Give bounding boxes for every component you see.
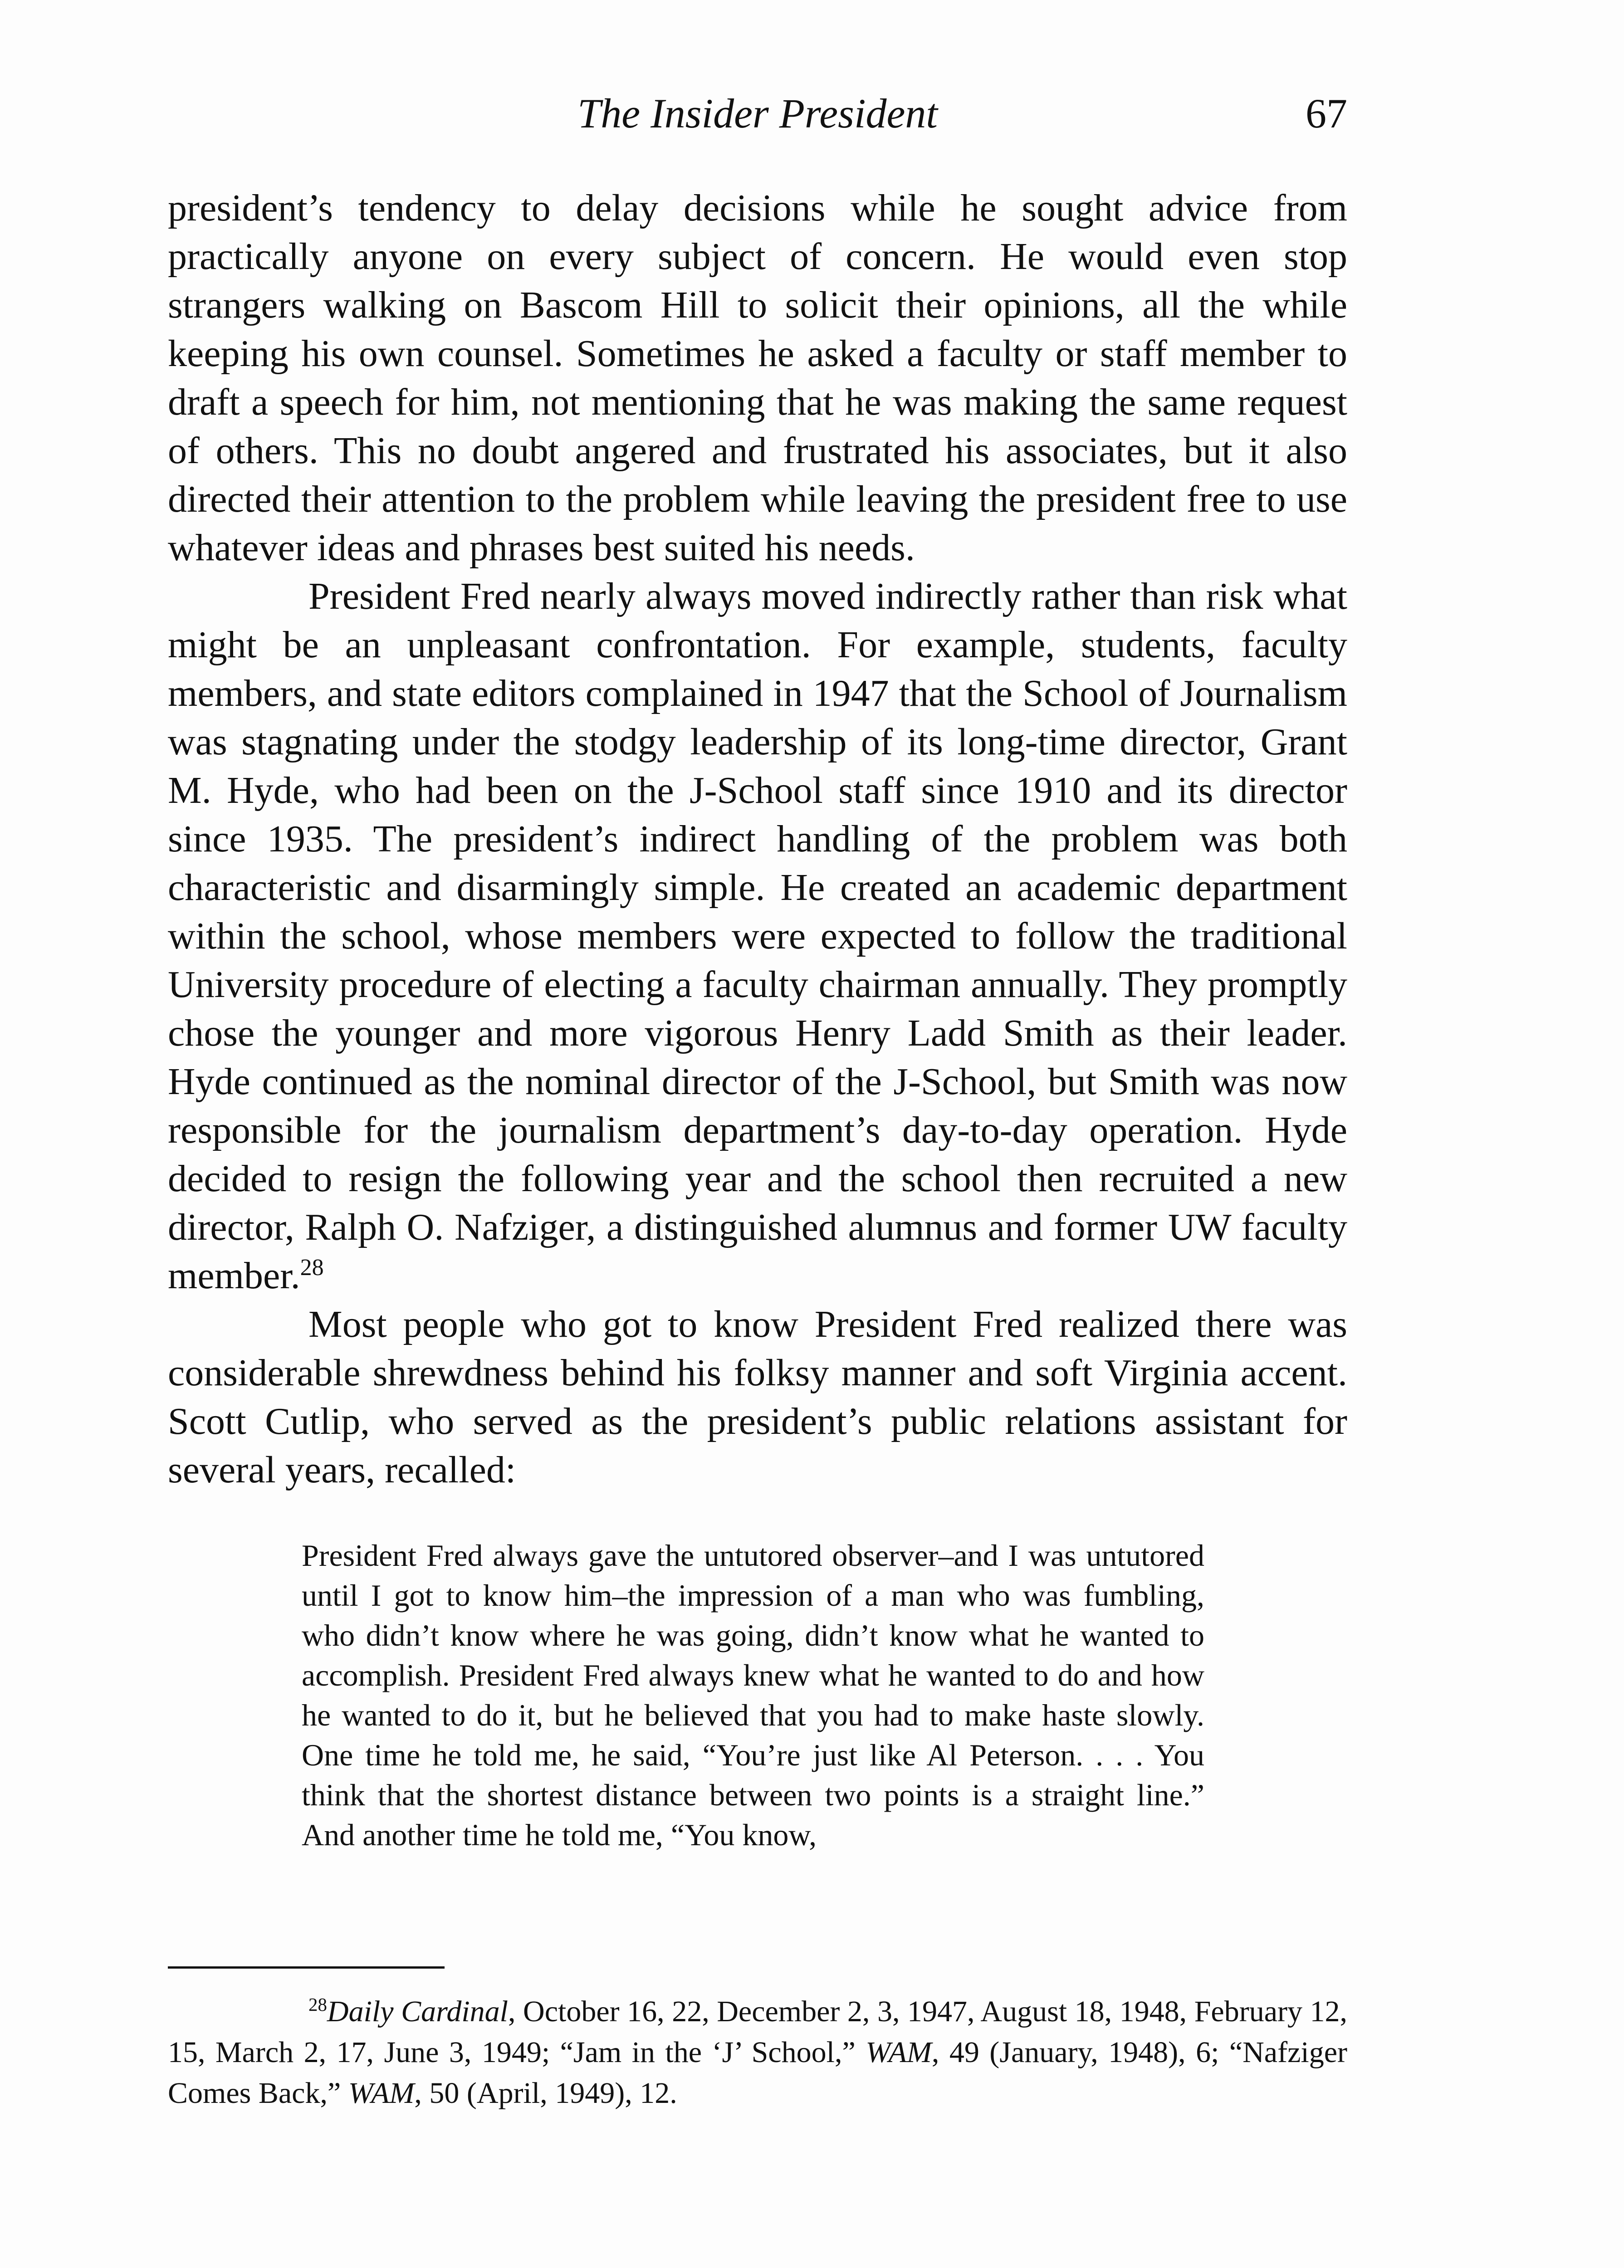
footnote-text-1: , October 16, 22, December 2, 3, 1947, August 18, 1948, February 12, 15, March 2, 17, June 3, 1949; “Jam in the ‘J’ School,” — [168, 1995, 1348, 2069]
paragraph-2 — [168, 572, 1347, 1300]
footnote-wam-1: WAM — [866, 2036, 932, 2069]
page-number: 67 — [1306, 90, 1347, 137]
footnote-text-2: , 49 (January, 1948), 6; “Nafziger Comes Back,” — [168, 2036, 1347, 2110]
block-quote — [302, 1535, 1204, 1855]
paragraph-2-text: President Fred nearly always moved indirectly rather than risk what might be an unpleasant confrontation. For example, students, faculty members, and state editors complained in 1947 that the School of Journalism was stagnating under the stodgy leadership of its long-time director, Grant M. Hyde, who had been on the J-School staff since 1910 and its director since 1935. The president’s indirect handling of the problem was both characteristic and disarmingly simple. He created an academic department within the school, whose members were expected to follow the traditional University procedure of electing a faculty chairman annually. They promptly chose the younger and more vigorous Henry Ladd Smith as their leader. Hyde continued as the nominal director of the J-School, but Smith was now responsible for the journalism department’s day-to-day operation. Hyde decided to resign the following year and the school then recruited a new director, Ralph O. Nafziger, a distinguished alumnus and former UW faculty member. — [168, 575, 1347, 1297]
footnote-wam-2: WAM — [348, 2077, 415, 2110]
footnote-rule — [168, 1966, 445, 1969]
paragraph-1: president’s tendency to delay decisions while he sought advice from practically anyone on every subject of concern. He would even stop strangers walking on Bascom Hill to solicit their opinions, all the while keeping his own counsel. Sometimes he asked a faculty or staff member to draft a speech for him, not mentioning that he was making the same request of others. This no doubt angered and frustrated his associates, but it also directed their attention to the problem while leaving the president free to use whatever ideas and phrases best suited his needs. — [168, 187, 1347, 569]
block-quote-text: President Fred always gave the untutored observer–and I was untutored until I got to know him–the impression of a man who was fumbling, who didn’t know where he was going, didn’t know what he wanted to accomplish. President Fred always knew what he wanted to do and how he wanted to do it, but he believed that you had to make haste slowly. One time he told me, he said, “You’re just like Al Peterson. . . . You think that the shortest distance between two points is a straight line.” And another time he told me, “You know, — [302, 1538, 1204, 1852]
running-head — [168, 86, 1347, 150]
footnote-28 — [168, 1991, 1347, 2114]
body-text — [168, 184, 1347, 1494]
paragraph-3: Most people who got to know President Fred realized there was considerable shrewdness behind his folksy manner and soft Virginia accent. Scott Cutlip, who served as the president’s public relations assistant for several years, recalled: — [168, 1303, 1347, 1491]
footnote-ref-28: 28 — [300, 1255, 324, 1281]
footnote-source-title: Daily Cardinal — [327, 1995, 509, 2028]
running-title: The Insider President — [577, 90, 938, 137]
footnote-text-3: , 50 (April, 1949), 12. — [414, 2077, 677, 2110]
footnote-number: 28 — [308, 1994, 327, 2015]
